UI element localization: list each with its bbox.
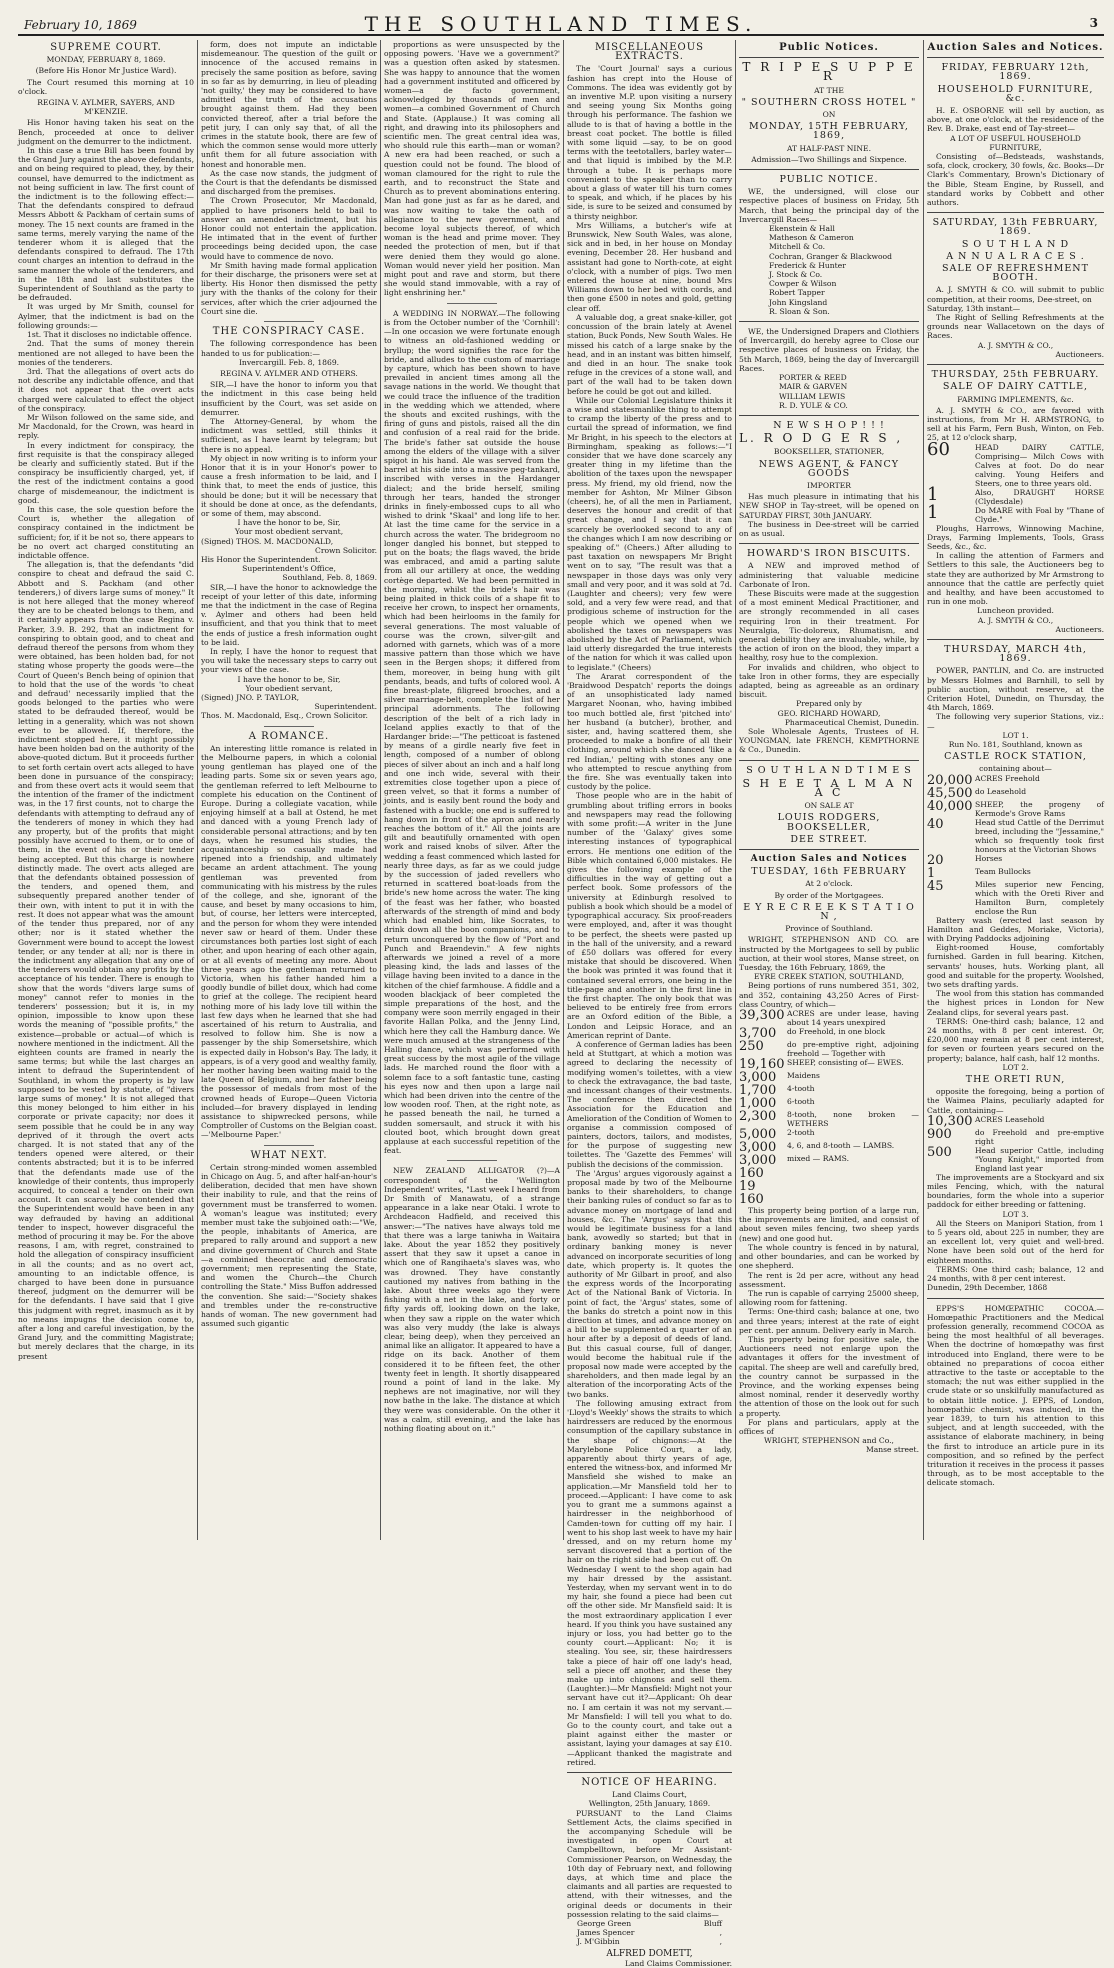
ad-line: GEO. RICHARD HOWARD, bbox=[777, 708, 881, 718]
section-heading: NOTICE OF HEARING. bbox=[581, 1776, 718, 1788]
divider bbox=[739, 543, 919, 544]
letter-place: Invercargill. Feb. 8, 1869. bbox=[238, 357, 340, 367]
paragraph: As the case now stands, the judgment of the Court is that the defendants be dismissed and discharged from the premises. bbox=[201, 168, 377, 197]
divider bbox=[739, 415, 919, 416]
ad-line: BOOKSELLER, STATIONER, bbox=[773, 447, 885, 457]
column-articles bbox=[384, 40, 560, 1540]
lot-row: 3,000 mixed — RAMS. bbox=[739, 1153, 850, 1169]
lot-row: 20 Horses bbox=[927, 852, 1003, 868]
paragraph: The allegation is, that the defendants "did conspire to cheat and defraud the said C. Abbott and S. Packham (and other tenderers,) of divers large sums of money." It is not here alleged that the money whereof they are to be cheated belongs to them, and it certainly appears from the case Regina v. Parker, 3.9. B. 292, that an indictment for conspiring to obtain good, and to cheat and defraud thereof the persons from whom they were obtained, has been holden bad, for not stating whose property the goods were—the Court of Queen's Bench being of opinion that to hold that the use of the words 'to cheat and defraud' necessarily implied that the goods belonged to the parties who were stated to be defrauded thereof, would be letting in a generality, which was not shown ever to be allowed. If, therefore, the indictment stopped here, it might possibly have been holden bad on the authority of the above-quoted dictum. But it proceeds further to set forth certain overt acts alleged to have been done in pursuance of the conspiracy; and from these overt acts it would seem that the intention of the framer of the indictment was, in the 17 first counts, not to charge the defendants with attempting to defraud any of the tenderers of money in which they had any property, but of the profits that might possibly have accrued to them, or to one of them, in the event of his or their tender being accepted. But this charge is nowhere distinctly made. The overt acts alleged are that the defendants obtained possession of the tenders, and opened them, and subsequently prepared another tender of their own, with intent to put it in with the rest. It does not appear what was the amount of the tender thus prepared, nor of any other; nor is it stated whether the Government were bound to accept the lowest tender, or any tender at all; nor is there in the indictment any allegation that any one of the tenderers would obtain any profits by the acceptance of his tender. There is enough to show that the words "divers large sums of money" cannot refer to monies in the tenderers' possession; but it is, in my opinion, impossible to know upon these words the meaning of "possible profits," the existence—probable or actual—of which is nowhere mentioned in the indictment. All the eighteen counts are framed in nearly the same terms; but while the last charges an intent to defraud the Superintendent of Southland, in whom the property is by law supposed to be vested by statute, of "divers large sums of money." It is not alleged that this money belonged to him either in his corporate or private capacity; nor does it seem possible that he could be in any way deprived of it through the overt acts charged. It is not stated that any of the tenders opened were altered, or their contents abstracted; but it is to be inferred that the defendants made use of the knowledge of their contents, thus improperly acquired, to conceal a tender on their own account. It can scarcely be contended that the Superintendent would have been in any way defrauded by having an additional tender to inspect, however disgraceful the method of procuring it may be. For the above reasons, I am, with regret, constrained to hold the allegation of conspiracy insufficient in all the counts; and as no overt act, amounting to an indictable offence, is charged to have been done in pursuance thereof, judgment on the demurrer will be for the defendants. I have said that I give this judgment with regret, inasmuch as it by no means impugns the decision come to, after a long and careful investigation, by the Grand Jury, and the committing Magistrate; but merely declares that the charge, in its present bbox=[18, 560, 194, 1361]
paragraph: NEW ZEALAND ALLIGATOR (?)—A correspondent of the 'Wellington Independent' writes, "Last week I heard from Dr Smith of Manawatu, of a strange appearance in a lake near Otaki. I wrote to Archdeacon Hadfield, and received this answer:—"The natives have always told me that there was a large taniwha in Waitaira lake. About the year 1852 they positively assert that they saw it upset a canoe in which one of Rangihaeta's slaves was, who was drowned. They have constantly cautioned my natives from bathing in the lake. About three weeks ago they were fishing with a net in the lake, and forty or fifty yards off, looking down on the lake, when they saw a ripple on the water which was also very muddy (the lake is always clear, being deep), when they perceived an animal like an alligator. It appeared to have a ridge on its back. Another of them considered it to be fifteen feet, the other twenty feet in length. It shortly disappeared round a point of land in the lake. My nephews are not imaginative, nor will they now bathe in the lake. The distance at which they were was considerable. On the other it was a calm, still evening, and the lake has nothing floating about on it." bbox=[384, 1166, 560, 1434]
paragraph: PURSUANT to the Land Claims Settlement Acts, the claims specified in the accompanying Schedule will be investigated in open Court at Campbelltown, before Mr Assistant-Commissioner Pearson, on Wednesday, the 10th day of February next, and following days, at which time and place the claimants and all parties are requested to attend, with their witnesses, and the original deeds or documents in their possession relating to the said claims— bbox=[567, 1808, 732, 1919]
masthead bbox=[18, 10, 1104, 36]
lot-row: 10,300 ACRES Leasehold bbox=[927, 1113, 1045, 1129]
lot-row: 19 160 bbox=[739, 1179, 764, 1208]
lot-row: 3,000 Maidens bbox=[739, 1070, 820, 1086]
notice-line: Wellington, 25th January, 1869. bbox=[588, 1799, 711, 1809]
divider bbox=[739, 760, 919, 761]
ad-line: Auctioneers. bbox=[1055, 349, 1104, 359]
section-heading: Public Notices. bbox=[779, 42, 879, 53]
paragraph: Consisting of—Bedsteads, washstands, sofa, clock, crockery, 30 fowls, &c. Books—Dr Clark's Commentary, Brown's Dictionary of the Bible, Steam Engine, by Russell, and standard works by Cobbett and other authors. bbox=[927, 152, 1104, 208]
lot-row: 160 bbox=[739, 1166, 764, 1182]
divider bbox=[927, 364, 1104, 365]
paragraph: A NEW and improved method of administering that valuable medicine Carbonate of Iron. bbox=[739, 561, 919, 589]
ad-line: Pharmaceutical Chemist, Dunedin. bbox=[784, 717, 919, 727]
firm-name: Matheson & Cameron bbox=[769, 233, 854, 243]
paragraph: The business in Dee-street will be carried on as usual. bbox=[739, 519, 919, 538]
ad-line: LOT 3. bbox=[1002, 1209, 1029, 1219]
lot-row: 19,160 SHEEP, consisting of— EWES. bbox=[739, 1057, 904, 1073]
claims-list bbox=[567, 1919, 732, 1947]
lot-row: 5,000 2-tooth bbox=[739, 1127, 815, 1143]
paragraph: The Right of Selling Refreshments at the grounds near Wallacetown on the days of Races. bbox=[927, 313, 1104, 341]
paragraph: SIR,—I have the honor to acknowledge the receipt of your letter of this date, informing me that the indictment in the case of Regina v. Aylmer and others had been held insufficient, and that you think that to meet the ends of justice a fresh information ought to be laid. bbox=[201, 582, 377, 647]
paragraph: For plans and particulars, apply at the offices of bbox=[739, 1417, 919, 1436]
letter-close: Your most obedient servant, bbox=[234, 527, 344, 537]
ad-line: AT HALF-PAST NINE. bbox=[786, 143, 871, 153]
paragraph: While our Colonial Legislature thinks it a wise and statesmanlike thing to attempt to cramp the liberty of the press and to curtail the spread of information, we find Mr Bright, in his speech to the electors at Birmingham, speaking as follows:—"I consider that we have done scarcely any greater thing in my lifetime than the abolition of the taxes upon the newspaper press. My friend, my old friend, now the member for Ashton, Mr Milner Gibson (cheers), he, of all the men in Parliament, deserves the honour and credit of that great change, and I say that it can scarcely be overlooked second to any of the changes which I am now describing or speaking of." (Cheers.) After alluding to past taxation on newspapers Mr Bright went on to say, "The result was that a newspaper in those days was only very small and very poor, and it was sold at 7d. (Laughter and cheers); very few were sold, and a very few were read, and that prodigious scheme of instruction for the people which we opened when we abolished the taxes on newspapers was abolished by the Act of Parliament, which laid utterly disregarded the true interests of the nation for which it was called upon to legislate." (Cheers) bbox=[567, 395, 732, 672]
paragraph: A. J. SMYTH & CO. will submit to public competition, at their rooms, Dee-street, on bbox=[927, 285, 1104, 304]
paragraph: POWER, PANTLIN, and Co. are instructed by Messrs Holmes and Barnhill, to sell by public auction, without reserve, at the Criterion Hotel, Dunedin, on Thursday, the 4th March, 1869. bbox=[927, 666, 1104, 713]
ad-headline: N E W S H O P ! ! ! bbox=[773, 419, 885, 431]
column-rule bbox=[563, 40, 564, 1540]
lot-row: 1 Team Bullocks bbox=[927, 865, 1031, 881]
letter-close: I have the honor to be, Sir, bbox=[237, 674, 341, 684]
ad-line: " SOUTHERN CROSS HOTEL " bbox=[741, 96, 917, 108]
ad-line: WRIGHT, STEPHENSON and Co., bbox=[764, 1436, 894, 1446]
ad-line: Province of Southland. bbox=[785, 924, 873, 934]
ad-headline: SALE OF DAIRY CATTLE, bbox=[942, 381, 1089, 393]
firm-name: PORTER & REED bbox=[779, 373, 847, 383]
paragraph: These Biscuits were made at the suggestion of a most eminent Medical Practitioner, and are strongly recommended in all cases requiring Iron in their treatment. For Neuralgia, Tic-doloreux, Rhumatism, and general debility they are invaluable, while, by the action of iron on the blood, they impart a healthy, rosy hue to the complexion. bbox=[739, 588, 919, 663]
paragraph: 2nd. That the sums of money therein mentioned are not alleged to have been the monies of the tenderers. bbox=[18, 339, 194, 367]
column-rule bbox=[380, 40, 381, 1540]
paragraph: The 'Court Journal' says a curious fashion has crept into the House of Commons. The idea was evidently got by an inventive M.P. upon visiting a nursery and seeing young Six Months going through his performance. The fashion we allude to is that of having a bottle in the breast coat pocket. The bottle is filled with some liquid —say, to be on good terms with the teetotallers, barley water—and that liquid is imbibed by the M.P. through a tube. It is perhaps more convenient to the speaker than to carry about a glass of water till his turn comes to speak, and which, if he places by his side, is sure to be seized and consumed by a thirsty neighbor. bbox=[567, 64, 732, 221]
paragraph: Saturday, 13th instant— bbox=[927, 303, 1021, 313]
firm-name: R. D. YULE & CO. bbox=[779, 400, 848, 410]
firm-name: Frederick & Hunter bbox=[769, 260, 846, 270]
ad-headline: L. R O D G E R S , bbox=[739, 431, 904, 446]
firm-name: Ekenstein & Hall bbox=[769, 224, 835, 234]
lot-row: 45,500 do Leasehold bbox=[927, 785, 1027, 801]
ad-line: ON bbox=[822, 110, 836, 120]
section-heading: A ROMANCE. bbox=[248, 730, 330, 742]
paragraph: In every indictment for conspiracy, the first requisite is that the conspiracy alleged be clearly and sufficiently stated. But if the conspiracy be insufficiently charged, yet, if the rest of the indictment contains a good charge of misdemeanour, the indictment is good. bbox=[18, 440, 194, 505]
ad-headline: S H E E T A L M A N A C bbox=[742, 776, 916, 800]
paragraph: A. J. SMYTH & CO., are favored with instructions, from Mr H. ARMSTRONG, to sell at his Farm, Fern Bush, Winton, on Feb. 25, at 12 o'clock sharp, bbox=[927, 405, 1104, 443]
paragraph: TERMS: One third cash; balance, 12 and 24 months, with 8 per cent interest. bbox=[927, 1264, 1104, 1284]
section-heading: THE CONSPIRACY CASE. bbox=[212, 326, 366, 338]
ad-line: LOT 2. bbox=[1002, 1062, 1029, 1072]
ad-headline: SATURDAY, 13th FEBRUARY, 1869. bbox=[932, 217, 1099, 238]
lot-list bbox=[739, 1009, 919, 1206]
ad-headline: S O U T H L A N D T I M E S bbox=[746, 764, 912, 776]
ad-headline: HOUSEHOLD FURNITURE, &c. bbox=[937, 83, 1094, 104]
paragraph: All the Steers on Manipori Station, from 1 to 5 years old, about 225 in number, they are an excellent lot, very quiet and well-bred. None have been sold out of the herd for eighteen months. bbox=[927, 1218, 1104, 1265]
divider bbox=[739, 57, 919, 58]
paragraph: A conference of German ladies has been held at Stuttgart, at which a motion was agreed to declaring the necessity of modifying women's toilettes, with a view to check the extravagance, the bad taste, and incessant changes of their vestments. The conference then directed the Association for the Education and Amelioration of the Condition of Women to organise a commission composed of painters, doctors, tailors, and modistes, for the purpose of suggesting new toilettes. The 'Gazette des Femmes' will publish the decisions of the commission. bbox=[567, 1039, 732, 1169]
paragraph: Terms: One-third cash; balance at one, two and three years; interest at the rate of eight per cent. per annum. Delivery early in March. bbox=[739, 1307, 919, 1335]
column-court-continued bbox=[201, 40, 377, 1540]
paragraph: Has much pleasure in intimating that his NEW SHOP in Tay-street, will be opened on SATURDAY FIRST, 30th JANUARY. bbox=[739, 492, 919, 520]
lot-row: 1 Also, DRAUGHT HORSE (Clydesdale) bbox=[927, 483, 1104, 506]
ad-line: Admission—Two Shillings and Sixpence. bbox=[751, 154, 907, 164]
ad-headline: CASTLE ROCK STATION, bbox=[944, 751, 1087, 763]
divider bbox=[739, 849, 919, 850]
lot-row: 2,300 8-tooth, none broken — WETHERS bbox=[739, 1109, 919, 1129]
paragraph: My object in now writing is to inform your Honor that it is in your Honor's power to cause a fresh information to be laid, and I think that, to meet the ends of justice, this should be done; but it will be necessary that it should be done at once, as the defendants, or some of them, may abscond. bbox=[201, 453, 377, 518]
ad-headline: A N N U A L R A C E S . bbox=[946, 250, 1085, 262]
paragraph: The Crown Prosecutor, Mr Macdonald, applied to have prisoners held to bail to answer an amended indictment, but his Honor could not entertain the application. He intimated that in the event of further proceedings being decided upon, the case would have to commence de novo. bbox=[201, 196, 377, 261]
paragraph: H. E. OSBORNE will sell by auction, as above, at one o'clock, at the residence of the Rev. B. Drake, east end of Tay-street— bbox=[927, 106, 1104, 134]
letter-title: Superintendent. bbox=[314, 702, 377, 712]
paragraph: This property being for positive sale, the Auctioneers need not enlarge upon the advantages it offers for the investment of capital. The sheep are well and carefully bred, the country cannot be surpassed in the Province, and the working expenses being almost nominal, render it deservedly worthy the attention of those on the look out for such a property. bbox=[739, 1334, 919, 1418]
ad-line: MONDAY, 15TH FEBRUARY, 1869, bbox=[749, 121, 909, 142]
paragraph: Mr Wilson followed on the same side, and Mr Macdonald, for the Crown, was heard in reply. bbox=[18, 412, 194, 441]
paragraph: TERMS: One-third cash; balance, 12 and 24 months, with 8 per cent interest. Or, £20,000 may remain at 8 per cent interest, for seven or fourteen years secured on the property; balance, half cash, half 12 months. bbox=[927, 1016, 1104, 1063]
letter-close: I have the honor to be, Sir, bbox=[237, 518, 341, 528]
divider bbox=[447, 303, 497, 304]
paragraph: Battery wash (erected last season by Hamilton and Geddes, Moriake, Victoria), with Drying Paddocks adjoining bbox=[927, 915, 1104, 943]
firm-name: WILLIAM LEWIS bbox=[779, 391, 846, 401]
paragraph: The rent is 2d per acre, without any head assessment. bbox=[739, 1270, 919, 1289]
paragraph: EPPS'S HOMŒPATHIC COCOA.—Homœpathic Practitioners and the Medical profession generally, recommend COCOA as being the most healthful of all beverages. When the doctrine of homœpathy was first introduced into England, there were to be obtained no preparations of cocoa either attractive to the taste or acceptable to the stomach; the nut was either supplied in the crude state or so unskilfully manufactured as to obtain little notice. J. EPPS, of London, homœpathic chemist, was induced, in the year 1839, to turn his attention to this subject, and at length succeeded, with the assistance of elaborate machinery, in being the first to introduce an article pure in its composition, and so refined by the perfect trituration it receives in the process it passes through, as to be most acceptable to the delicate stomach. bbox=[927, 1303, 1104, 1488]
paragraph: In reply, I have the honor to request that you will take the necessary steps to carry out your views of the case. bbox=[201, 647, 377, 675]
paragraph: proportions as were unsuspected by the opposing powers. 'Have we a government?' was a question often asked by statesmen. She was happy to announce that the women had a government instituted and officered by women—a de facto government, acknowledged by thousands of men and women—a combined Government of Church and State. (Applause.) It was coming all right, and drawing into its philosophers and scientific men. The great central idea was, who should rule this earth—man or woman? A new era had been reached, or such a question could not be found. The blood of woman clamoured for the right to rule the earth, and to reconstruct the State and Church as to prevent abominations entering. Man had gone just as far as he dared, and was now waiting to take the oath of allegiance to the new government, and become loyal subjects thereof, of which woman is the head and prime mover. They needed the protection of men, but if that were denied them they would go alone. Woman would never yield her position. Man might pout and rave and storm, but there she would stand immovable, with a ray of light enshrining her." bbox=[384, 40, 560, 298]
lot-row: 3,000 4, 6, and 8-tooth — LAMBS. bbox=[739, 1140, 895, 1156]
paragraph: WE, the Undersigned Drapers and Clothiers of Invercargill, do hereby agree to Close our respective places of business on Friday, the 5th March, 1869, being the day of Invercargill Races. bbox=[739, 327, 919, 373]
divider bbox=[927, 639, 1104, 640]
lot-row: 1,000 6-tooth bbox=[739, 1096, 815, 1112]
ad-line: NEWS AGENT, & FANCY GOODS bbox=[758, 458, 900, 479]
divider bbox=[264, 321, 314, 322]
paragraph: WE, the undersigned, will close our respective places of business on Friday, 5th March, that being the principal day of the Invercargill Races— bbox=[739, 187, 919, 224]
ad-line: EYRE CREEK STATION, SOUTHLAND, bbox=[753, 972, 905, 982]
ad-line: Prepared only by bbox=[796, 699, 862, 709]
paragraph: This property being portion of a large run, the improvements are limited, and consist of about seven miles fencing, two sheep yards (new) and one good hut. bbox=[739, 1206, 919, 1243]
lot-row: 1,700 4-tooth bbox=[739, 1083, 815, 1099]
column-rule bbox=[923, 40, 924, 1540]
letter-signature: (Signed) JNO. P. TAYLOR, bbox=[201, 693, 300, 703]
firm-name: J. Stock & Co. bbox=[769, 270, 823, 280]
lot-row: 3,700 do Freehold, in one block bbox=[739, 1026, 886, 1042]
paragraph: Mr Smith having made formal application for their discharge, the prisoners were set at liberty. His Honor then dismissed the petty jury with the thanks of the colony for their services, after which the crier adjourned the Court sine die. bbox=[201, 260, 377, 316]
dateline: MONDAY, FEBRUARY 8, 1869. bbox=[46, 55, 166, 65]
lot-row: 40 Head stud Cattle of the Derrimut breed, including the "Jessamine," which so frequently took first honours at the Victorian Shows bbox=[927, 816, 1104, 854]
ad-headline: THE ORETI RUN, bbox=[965, 1074, 1066, 1086]
ad-line: ON SALE AT bbox=[804, 801, 854, 811]
firm-name: Cowper & Wilson bbox=[769, 279, 837, 289]
paragraph: Eight-roomed House, comfortably furnished. Garden in full bearing. Kitchen, servants' houses, huts. Working plant, all good and suitable for the property. Woolshed, two sets drafting yards. bbox=[927, 943, 1104, 990]
case-title: REGINA V. AYLMER, SAYERS, AND M'KENZIE. bbox=[37, 98, 175, 117]
letter-date: Southland, Feb. 8, 1869. bbox=[282, 573, 377, 583]
paragraph: The Attorney-General, by whom the indictment was settled, still thinks it sufficient, as I have learnt by telegram; but there is no appeal. bbox=[201, 416, 377, 454]
ad-line: LOUIS RODGERS, BOOKSELLER, bbox=[777, 812, 881, 833]
section-heading: Auction Sales and Notices bbox=[750, 854, 908, 865]
paragraph: Ploughs, Harrows, Winnowing Machine, Drays, Farming Implements, Tools, Grass Seeds, &c., &c. bbox=[927, 523, 1104, 551]
lot-row: 1 Do MARE with Foal by "Thane of Clyde." bbox=[927, 501, 1104, 524]
ad-line: Auctioneers. bbox=[1055, 624, 1104, 634]
ad-headline: FRIDAY, FEBRUARY 12th, 1869. bbox=[941, 62, 1090, 83]
column-miscellaneous bbox=[567, 40, 732, 1968]
divider bbox=[264, 726, 314, 727]
divider bbox=[264, 1145, 314, 1146]
letter-recipient: Thos. M. Macdonald, Esq., Crown Solicitor. bbox=[201, 711, 368, 721]
firm-name: Mitchell & Co. bbox=[769, 242, 826, 252]
lot-list bbox=[927, 438, 1104, 524]
letter-place: Superintendent's Office, bbox=[242, 564, 336, 574]
paragraph: In calling the attention of Farmers and Settlers to this sale, the Auctioneers beg to state they are authorized by Mr Armstrong to announce that the cattle are perfectly quiet and healthy, and have been accustomed to run in one mob. bbox=[927, 551, 1104, 607]
column-rule bbox=[197, 40, 198, 1540]
firm-name: John Kingsland bbox=[769, 297, 828, 307]
firm-name: R. Sloan & Son. bbox=[769, 306, 830, 316]
ad-line: By order of the Mortgagees. bbox=[774, 890, 884, 900]
letter-close: Your obedient servant, bbox=[245, 683, 333, 693]
page-number: 3 bbox=[1089, 16, 1098, 30]
paragraph: Certain strong-minded women assembled in Chicago on Aug. 5, and after half-an-hour's deliberation, decided that men have shown their inability to rule, and that the reins of government must be transferred to women. A woman's league was instituted; every member must take the subjoined oath:—"We, the people, inhabitants of America, are prepared to rally around and support a new and divine government of Church and State—a combined theocratic and democratic government; men representing the State, and women the Church—the Church controlling the State." Miss Buffon addressed the convention. She said:—"Society shakes and trembles under the re-constructive hands of woman. The new government had assumed such gigantic bbox=[201, 1162, 377, 1329]
paragraph: It was urged by Mr Smith, counsel for Aylmer, that the indictment is bad on the following grounds:— bbox=[18, 302, 194, 330]
paragraph: For invalids and children, who object to take Iron in other forms, they are especially adapted, being as agreeable as an ordinary biscuit. bbox=[739, 662, 919, 700]
lot-list bbox=[927, 1115, 1104, 1173]
paragraph: WRIGHT, STEPHENSON AND CO. are instructed by the Mortgagees to sell by public auction, at their wool stores, Manse street, on Tuesday, the 16th February, 1869, the bbox=[739, 935, 919, 973]
divider bbox=[927, 57, 1104, 58]
paragraph: The Ararat correspondent of the 'Braidwood Despatch' reports the doings of an unsophisticated lady named Margaret Noonan, who, having imbibed too much bottled ale, first 'pitched into' her husband (a butcher), brother, and sister, and, having scattered them, she proceeded to make a bonfire of all their clothing, around which she danced 'like a red Indian,' pelting with stones any one who attempted to rescue anything from the fire. She was eventually taken into custody by the police. bbox=[567, 671, 732, 792]
paragraph: SIR,—I have the honor to inform you that the indictment in this case being held insufficient by the Court, was set aside on demurrer. bbox=[201, 380, 377, 417]
paragraph: The improvements are a Stockyard and six miles Fencing, which, with the natural boundaries, form the whole into a superior paddock for either breeding or fattening. bbox=[927, 1172, 1104, 1210]
lot-row: 500 Head superior Cattle, including "Young Knight," imported from England last year bbox=[927, 1144, 1104, 1173]
firm-list bbox=[739, 224, 919, 316]
masthead-date: February 10, 1869 bbox=[24, 18, 137, 32]
firm-name: Robert Tapper bbox=[769, 288, 825, 298]
firm-name: MAIR & GARVEN bbox=[779, 382, 848, 392]
masthead-title: THE SOUTHLAND TIMES. bbox=[364, 12, 758, 36]
divider bbox=[567, 1772, 732, 1773]
paragraph: form, does not impute an indictable misdemeanour. The question of the guilt or innocence of the accused remains in precisely the same position as before, saving in so far as by demurring, in lieu of pleading 'not guilty,' they may be considered to have admitted the truth of the accusations brought against them. Had they been convicted thereof, after a trial before the petit jury, I can only say that, of all the crimes in the statute book, there are few of which the common sense would more utterly unfit them for all future association with honest and honorable men. bbox=[201, 40, 377, 169]
paragraph: A valuable dog, a great snake-killer, got concussion of the brain lately at Avenel station, Buck Ponds, New South Wales. He missed his catch of a large snake by the head, and in an instant was bitten himself, and died in an hour. The snake took refuge in the crevices of a stone wall, and part of the wall had to be taken down before he could be got out and killed. bbox=[567, 312, 732, 396]
section-heading: MISCELLANEOUS EXTRACTS. bbox=[594, 42, 705, 63]
case-title: REGINA V. AYLMER AND OTHERS. bbox=[220, 368, 358, 378]
letter-title: Crown Solicitor. bbox=[315, 545, 377, 555]
lot-row: 900 do Freehold and pre-emptive right bbox=[927, 1126, 1104, 1146]
letter-recipient: His Honor the Superintendent. bbox=[201, 554, 321, 564]
lot-row: 60 HEAD DAIRY CATTLE, Comprising— Milch Cows with Calves at foot. Do do near calving. Young Heifers and Steers, one to three years old. bbox=[927, 438, 1104, 488]
ad-line: containing about— bbox=[979, 764, 1052, 774]
section-heading: SUPREME COURT. bbox=[50, 42, 162, 53]
paragraph: The whole country is fenced in by natural, and other boundaries, and can be worked by one shepherd. bbox=[739, 1242, 919, 1271]
lot-row: 20,000 ACRES Freehold bbox=[927, 772, 1040, 788]
notice-signature: ALFRED DOMETT, bbox=[606, 1948, 693, 1959]
lot-row: 39,300 ACRES are under lease, having about 14 years unexpired bbox=[739, 1008, 919, 1028]
claim-row: George Green Bluff bbox=[577, 1919, 722, 1929]
ad-line: AT THE bbox=[814, 85, 844, 95]
lot-row: 40,000 SHEEP, the progeny of Kermode's Grove Rams bbox=[927, 798, 1104, 818]
divider bbox=[927, 212, 1104, 213]
column-supreme-court bbox=[18, 40, 194, 1540]
ad-signature: A. J. SMYTH & CO., bbox=[977, 615, 1054, 625]
paragraph: opposite the foregoing, being a portion of the Waimea Plains, peculiarly adapted for Cattle, containing— bbox=[927, 1087, 1104, 1115]
column-auction-sales bbox=[927, 40, 1104, 1540]
paragraph: The following amusing extract from 'Lloyd's Weekly' shows the straits to which hairdressers are reduced by the enormous consumption of the capillary substance in the shape of chignons:—At the Marylebone Police Court, a lady, apparently about thirty years of age, entered the witness-box, and informed Mr Mansfield she wished to make an application.—Mr Mansfield told her to proceed.—Applicant: I have come to ask you to grant me a summons against a hairdresser in the neighborhood of Camden-town for cutting off my hair. I went to his shop last week to have my hair dressed, and on my return home my servant discovered that a portion of the hair on the right side had been cut off. On Wednesday I went to the shop again had my hair dressed by the assistant. Yesterday, when my servant went in to do my hair, she found a piece had been cut off the other side. Mr Mansfield said: It is the most extraordinary application I ever heard. If you think you have sustained any injury or loss, you had better go to the county court.—Applicant: No; it is stealing. You see, sir, these hairdressers take a piece of hair off one lady's head, sell a piece off another, and these they make up into chignons and sell them. (Laughter.)—Mr Mansfield: Might not your servant have cut it?—Applicant: Oh dear no. I am certain it was not my servant.—Mr Mansfield: I will tell you what to do. Go to the county court, and take out a plaint against either the master or assistant, laying your damages at say £10.—Applicant thanked the magistrate and retired. bbox=[567, 1398, 732, 1767]
ad-line: A LOT OF USEFUL HOUSEHOLD FURNITURE, bbox=[950, 133, 1081, 152]
section-heading: Auction Sales and Notices. bbox=[927, 42, 1104, 53]
column-rule bbox=[735, 40, 736, 1540]
firm-name: Cochran, Granger & Blackwood bbox=[769, 251, 892, 261]
paragraph: Being portions of runs numbered 351, 302, and 352, containing 43,250 Acres of First-class Country, of which— bbox=[739, 981, 919, 1009]
section-heading: WHAT NEXT. bbox=[250, 1149, 328, 1161]
lot-list bbox=[927, 774, 1104, 916]
divider bbox=[739, 169, 919, 170]
ad-line: Manse street. bbox=[865, 1445, 919, 1455]
claim-row: J. M'Gibbin , bbox=[577, 1937, 722, 1947]
ad-line: FARMING IMPLEMENTS, &c. bbox=[957, 394, 1074, 404]
bench-line: (Before His Honor Mr Justice Ward). bbox=[35, 66, 177, 76]
paragraph: The 'Argus' argues vigorously against a proposal made by two of the Melbourne banks to their shareholders, to change their banking rules of conduct so far as to advance money on mortgage of land and houses, &c. The 'Argus' says that this would be legitimate business for a land bank, avowedly so started; but that in ordinary banking money is never advanced on incorporate securities of long date, which property is. It quotes the authority of Mr Gilbart in proof, and also the express words of the Incorporating Act of the National Bank of Victoria. In point of fact, the 'Argus' states, some of the banks do stretch a point now in this direction at times, and advance money on a bill to be supplemented a quarter of an hour after by a deposit of deeds of land. But this casual course, full of danger, would become the habitual rule if the proposal now made were accepted by the shareholders, and then made legal by an alteration of the incorporating Acts of the two banks. bbox=[567, 1168, 732, 1399]
ad-headline: PUBLIC NOTICE. bbox=[779, 174, 879, 186]
divider bbox=[927, 1298, 1104, 1299]
column-public-notices bbox=[739, 40, 919, 1540]
paragraph: 1st. That it discloses no indictable offence. bbox=[27, 330, 192, 340]
paragraph: Those people who are in the habit of grumbling about trifling errors in books and newspapers may read the following with some profit:—A writer in the June number of the 'Galaxy' gives some interesting instances of typographical errors. He mentions one edition of the Bible which contained 6,000 mistakes. He gives the following example of the difficulties in the way of getting out a perfect book. Some professors of the university at Edinburgh resolved to publish a book which should be a model of typographical accuracy. Six proof-readers were employed, and, after it was thought to be perfect, the sheets were pasted up in the hall of the university, and a reward of £50 dollars was offered for every mistake that should be discovered. When the book was printed it was found that it contained several errors, one being in the title-page and another in the first line in the first chapter. The only book that was believed to be entirely free from errors are an Oxford edition of the Bible, a London and Leipsic Horace, and an American reprint of Dante. bbox=[567, 791, 732, 1040]
lot-row: 45 Miles superior new Fencing, which with the Oreti River and Hamilton Burn, completely enclose the Run bbox=[927, 878, 1104, 916]
draper-list bbox=[739, 373, 919, 410]
ad-line: Luncheon provided. bbox=[977, 606, 1054, 616]
divider bbox=[447, 1160, 497, 1161]
ad-line: Run No. 181, Southland, known as bbox=[948, 739, 1083, 749]
paragraph: The Court resumed this morning at 10 o'clock. bbox=[18, 77, 194, 96]
paragraph: The run is capable of carrying 25000 sheep, allowing room for fattening. bbox=[739, 1288, 919, 1308]
ad-signature: A. J. SMYTH & CO., bbox=[977, 340, 1054, 350]
ad-line: Dunedin, 29th December, 1868 bbox=[927, 1283, 1048, 1293]
paragraph: A WEDDING IN NORWAY.—The following is from the October number of the 'Cornhill':—In one occasion we were fortunate enough to witness an old-fashioned wedding or bryllup; the word signifies the race for the bride, and alludes to the custom of marriage by capture, which has been shown to have prevailed in ancient times among all the savage nations in the world. We thought that we could trace the influence of the tradition in the wedding which we attended, where the shouts and excited rushings, with the firing of guns and pistols, raised all the din and confusion of a real raid for the bride. The bride's father sat outside the house among the elders of the village with a silver spigot in his hand. Ale was served from the barrel at his side into a massive peg-tankard, inscribed with verses in the Hardanger dialect; and the bride herself, smiling through her tears, handed the stronger drinks in finely-embossed cups to all who wished to drink "Skaal" and long life to her. At last the time came for the service in a church across the water. The bridegroom no longer dangled his bonnet, but stepped to put on the boats; the flags waved, the bride was embraced, and amid a parting salute from all our artillery at once, the wedding cortège departed. We had been permitted in the morning, whilst the bride's hair was being plaited in thick coils of a shape fit to receive her crown, to inspect her ornaments, which had been heirlooms in the family for several generations. The most valuable of course was the crown, silver-gilt and adorned with garnets, which was of a more massive pattern than those which we have seen in the Bergen shops; it differed from them, moreover, in being hung with gilt pendants, beads, and tufts of colored wool. A fine breast-plate, filigreed brooches, and a silver marriage-belt, complete the list of her principal adornments. The following description of the belt of a rich lady in Iceland applies exactly to that of the Hardanger bride:—"The petticoat is fastened by means of a girdle nearly five feet in length, composed of a number of oblong pieces of silver about an inch and a half long and one inch wide, several with their extremities close together upon a piece of green velvet, so that it forms a number of joints, and is easily bent round the body and fastened with a buckle; one end is suffered to hang down in front of the apron and nearly reaches the bottom of it." All the joints are gilt and beautifully ornamented with open work and raised knobs of silver. After the wedding a feast commenced which lasted for nearly three days, as far as we could judge by the succession of jaded revellers who returned in scattered boat-loads from the bride's new home across the water. The king of the feast was her father, who boasted afterwards of the strength of mind and body which had enabled him, like Socrates, to drink down all the boon companions, and to return unconquered by the flow of "Port and Punch and Braendevin." A few nights afterwards we joined a revel of a more pleasing kind, the lads and lasses of the village having been invited to a dance in the kitchen of the chief farmhouse. A fiddle and a wooden blackjack of beer completed the simple preparations of the host, and the company were soon merrily engaged in their favorite Hallan Polka, and the Jenny Lind, which here they call the Hamburg dance. We were much amused at the strangeness of the Halling dance, which was performed with great success by the most agile of the village lads. He marched round the floor with a solemn face to a soft fantastic tune, casting his eyes now and then upon a large nail which had been driven into the centre of the low wooden roof. Then, at the right note, as he passed beneath the nail, he turned a sudden somersault, and struck it with his clouted boot, which brought down great applause at each successful repetition of the feat. bbox=[384, 308, 560, 1156]
ad-headline: E Y R E C R E E K S T A T I O N , bbox=[743, 901, 915, 923]
ad-line: DEE STREET. bbox=[790, 833, 868, 845]
paragraph: His Honor having taken his seat on the Bench, proceeded at once to deliver judgment on the demurrer to the indictment. bbox=[18, 118, 194, 146]
ad-headline: THURSDAY, 25th FEBRUARY. bbox=[931, 369, 1100, 381]
paragraph: The following correspondence has been handed to us for publication:— bbox=[201, 339, 377, 358]
ad-headline: THURSDAY, MARCH 4th, 1869. bbox=[944, 643, 1087, 665]
ad-headline: SALE OF REFRESHMENT BOOTH. bbox=[942, 263, 1089, 284]
paragraph: Mrs Williams, a butcher's wife at Brunswick, New South Wales, was alone, sick and in bed, in her house on Monday evening, December 28. Her husband and assistant had gone to North-cote, at eight o'clock, with a number of pigs. Two men entered the house at nine, bound Mrs Williams down to her bed with cords, and then gone £500 in notes and gold, getting clear off. bbox=[567, 220, 732, 313]
notice-title: Land Claims Commissioner. bbox=[624, 1958, 732, 1968]
letter-signature: (Signed) THOS. M. MACDONALD, bbox=[201, 536, 334, 546]
paragraph: In this case, the sole question before the Court is, whether the allegation of conspiracy contained in the indictment be sufficient; for, if it be not so, there appears to be no overt act charged constituting an indictable offence. bbox=[18, 504, 194, 560]
lot-row: 250 do pre-emptive right, adjoining freehold — Together with bbox=[739, 1039, 919, 1059]
ad-headline: T R I P E S U P P E R bbox=[742, 60, 916, 84]
paragraph: 3rd. That the allegations of overt acts do not describe any indictable offence, and that it does not appear that the overt acts charged were calculated to effect the object of the conspiracy. bbox=[18, 366, 194, 413]
paragraph: In this case a true Bill has been found by the Grand Jury against the above defendants, and on being required to plead, they, by their counsel, have demurred to the indictment as not being sufficient in law. The first count of the indictment is to the following effect:—That the defendants conspired to defraud Messrs Abbott & Packham of certain sums of money. The 15 next counts are framed in the same terms, merely varying the name of the tenderer whom it is alleged that the defendants conspired to defraud. The 17th count charges an intention to defraud in the same manner the whole of the tenderers, and in the 18th and last substitutes the Superintendent of Southland as the party to be defrauded. bbox=[18, 146, 194, 303]
ad-headline: HOWARD'S IRON BISCUITS. bbox=[747, 548, 911, 560]
ad-line: TUESDAY, 16th FEBRUARY bbox=[751, 866, 907, 878]
ad-headline: S O U T H L A N D bbox=[961, 238, 1070, 250]
ad-line: IMPORTER bbox=[806, 480, 852, 490]
divider bbox=[739, 321, 919, 322]
paragraph: The wool from this station has commanded the highest prices in London for New Zealand clips, for several years past. bbox=[927, 989, 1104, 1017]
paragraph: Sole Wholesale Agents, Trustees of H. YOUNGMAN, late FRENCH, KEMPTHORNE & Co., Dunedin. bbox=[739, 727, 919, 755]
claim-row: James Spencer , bbox=[577, 1928, 722, 1938]
paragraph: An interesting little romance is related in the Melbourne papers, in which a colonial young gentleman has played one of the leading parts. Some six or seven years ago, the gentleman referred to left Melbourne to complete his education on the Continent of Europe. During a collegiate vacation, while enjoying himself at a ball at Ostend, he met and danced with a young French lady of considerable personal attractions; and by ten days, when he resumed his studies, the acquaintanceship so casually made had ripened into a friendship, and ultimately became an ardent attachment. The young gentleman was prevented from communicating with his mistress by the rules of the college, and she, ignorant of the cause, and beset by many occasions to him, but, of course, her letters were intercepted, and the person for whom they were intended never saw or heard of them. Under these circumstances both parties lost sight of each other, and upon hearing of each other again, or at all events of meeting any more. About three years ago the gentleman returned to Victoria, when his father handed him a goodly bundle of billet doux, which had come to grief at the college. The recipient heard nothing more of his lady love till within the last few days when he learned that she had ascertained of his return to Australia, and resolved to follow him. She is now a passenger by the ship Somersetshire, which is expected daily in Hobson's Bay. The lady, it appears, is of a very good and wealthy family, her mother having been waiting maid to the late Queen of Belgium, and her father being the possessor of medals from most of the crowned heads of Europe—Queen Victoria included—for bravery displayed in lending assistance to shipwrecked persons, while Comptroller of Customs on the Belgian coast.—'Melbourne Paper.' bbox=[201, 743, 377, 1140]
paragraph: The following very superior Stations, viz.:— bbox=[927, 712, 1104, 731]
ad-line: At 2 o'clock. bbox=[805, 879, 853, 889]
notice-line: Land Claims Court, bbox=[612, 1790, 687, 1800]
ad-line: LOT 1. bbox=[1002, 730, 1029, 740]
